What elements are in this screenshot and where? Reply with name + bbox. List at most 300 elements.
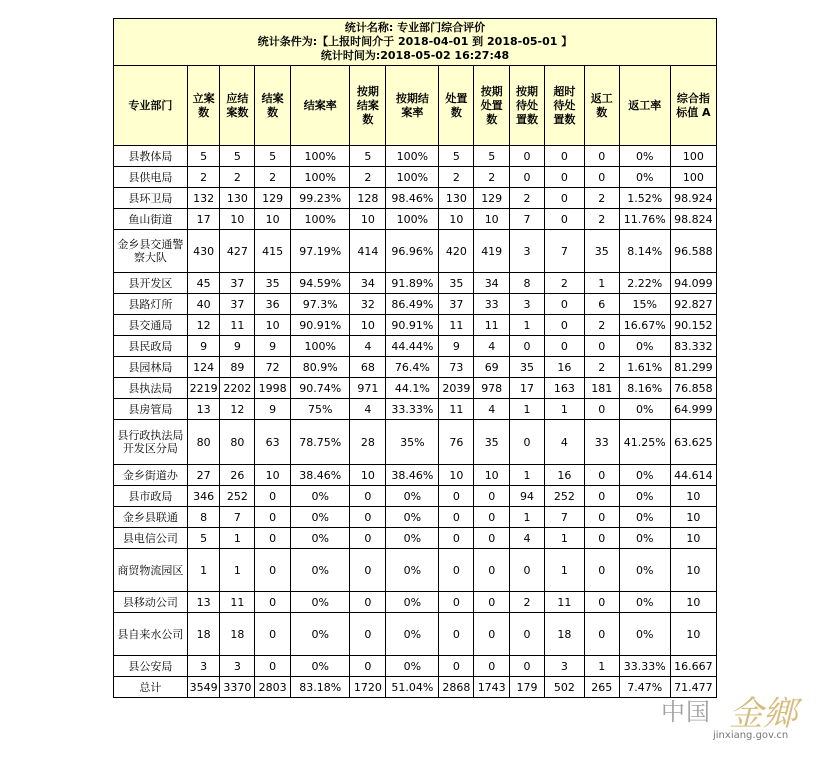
table-cell: 11.76% [619,209,670,230]
table-cell: 414 [350,230,386,273]
department-name: 县公安局 [114,656,188,677]
table-cell: 13 [187,592,220,613]
table-cell: 100% [291,146,350,167]
table-cell: 4 [474,399,510,420]
table-cell: 96.96% [386,230,439,273]
table-cell: 76 [439,420,474,465]
department-name: 县交通局 [114,315,188,336]
table-cell: 2.22% [619,273,670,294]
table-cell: 100% [386,146,439,167]
table-body [114,146,717,698]
table-cell: 0 [350,549,386,592]
table-cell: 10 [350,209,386,230]
table-cell: 0 [584,549,619,592]
table-cell: 16.667 [670,656,716,677]
table-cell: 35 [584,230,619,273]
table-cell: 18 [544,613,584,656]
department-name: 县市政局 [114,486,188,507]
table-cell: 7 [510,209,545,230]
table-cell: 0 [584,146,619,167]
department-name: 县园林局 [114,357,188,378]
column-header-text: 处置 [445,91,468,105]
table-cell: 8.16% [619,378,670,399]
table-cell: 35 [474,420,510,465]
table-cell: 0% [386,592,439,613]
column-header-text: 数 [450,105,462,119]
table-cell: 163 [544,378,584,399]
department-name: 金乡街道办 [114,465,188,486]
table-cell: 33 [474,294,510,315]
table-cell: 252 [544,486,584,507]
table-cell: 2202 [220,378,255,399]
table-cell: 100% [386,209,439,230]
table-cell: 18 [187,613,220,656]
table-cell: 130 [220,188,255,209]
table-cell: 40 [187,294,220,315]
table-cell: 0 [439,486,474,507]
table-cell: 35 [255,273,291,294]
department-name: 县供电局 [114,167,188,188]
table-cell: 10 [670,528,716,549]
table-cell: 2 [584,315,619,336]
column-header-text: 结案 [356,98,379,112]
table-cell: 90.74% [291,378,350,399]
table-cell: 0 [474,613,510,656]
table-cell: 427 [220,230,255,273]
table-cell: 75% [291,399,350,420]
table-cell: 0% [619,465,670,486]
column-header-text: 数 [486,112,498,126]
table-cell: 2 [439,167,474,188]
table-cell: 2 [220,167,255,188]
table-cell: 5 [255,146,291,167]
table-cell: 1 [510,507,545,528]
table-cell: 4 [544,420,584,465]
table-cell: 2 [255,167,291,188]
table-cell: 33.33% [386,399,439,420]
department-name: 金乡县交通警察大队 [114,230,188,273]
table-cell: 0 [584,465,619,486]
table-cell: 3549 [187,677,220,698]
column-header-text: 结案率 [303,98,337,112]
table-cell: 0% [386,656,439,677]
table-cell: 90.91% [386,315,439,336]
table-cell: 0 [510,656,545,677]
table-cell: 33 [584,420,619,465]
table-cell: 37 [220,294,255,315]
table-cell: 2 [350,167,386,188]
table-cell: 100 [670,167,716,188]
table-cell: 181 [584,378,619,399]
table-cell: 68 [350,357,386,378]
report-time: 统计时间为:2018-05-02 16:27:48 [320,49,510,62]
column-header-text: 待处 [516,98,538,112]
table-cell: 0 [584,486,619,507]
table-cell: 5 [187,146,220,167]
table-cell: 9 [187,336,220,357]
table-cell: 9 [255,336,291,357]
table-cell: 73 [439,357,474,378]
table-cell: 94.099 [670,273,716,294]
table-cell: 2 [510,188,545,209]
column-header [187,66,220,146]
table-cell: 1 [510,315,545,336]
table-cell: 38.46% [386,465,439,486]
table-cell: 3370 [220,677,255,698]
table-cell: 130 [439,188,474,209]
table-cell: 0% [619,486,670,507]
column-header-text: 置数 [553,112,576,126]
table-cell: 0 [544,294,584,315]
table-cell: 7.47% [619,677,670,698]
column-header-text: 按期 [356,84,379,98]
department-name: 县开发区 [114,273,188,294]
table-cell: 0 [584,613,619,656]
table-cell: 1 [510,399,545,420]
table-cell: 90.91% [291,315,350,336]
table-cell: 3 [187,656,220,677]
column-header-text: 数 [198,105,210,119]
table-cell: 2 [187,167,220,188]
table-cell: 0 [350,613,386,656]
table-cell: 0% [619,549,670,592]
table-cell: 1 [220,528,255,549]
table-cell: 0 [510,420,545,465]
column-header [670,66,716,146]
table-cell: 252 [220,486,255,507]
table-cell: 10 [670,592,716,613]
table-cell: 98.46% [386,188,439,209]
table-row [114,549,717,592]
table-cell: 83.332 [670,336,716,357]
table-cell: 34 [474,273,510,294]
table-cell: 15% [619,294,670,315]
department-name: 商贸物流园区 [114,549,188,592]
table-cell: 11 [220,592,255,613]
table-cell: 10 [255,465,291,486]
department-name: 县教体局 [114,146,188,167]
column-header [474,66,510,146]
table-cell: 98.924 [670,188,716,209]
table-cell: 0 [510,613,545,656]
table-cell: 100% [291,336,350,357]
column-header-text: 结案 [261,91,284,105]
table-cell: 1.52% [619,188,670,209]
table-row [114,465,717,486]
table-cell: 35 [439,273,474,294]
table-cell: 0% [386,549,439,592]
department-name: 县环卫局 [114,188,188,209]
column-header-text: 置数 [516,112,538,126]
table-cell: 0 [350,486,386,507]
table-cell: 128 [350,188,386,209]
table-cell: 265 [584,677,619,698]
table-cell: 0 [510,549,545,592]
table-cell: 9 [255,399,291,420]
table-cell: 41.25% [619,420,670,465]
table-cell: 1 [584,656,619,677]
department-name: 鱼山街道 [114,209,188,230]
table-cell: 0 [439,613,474,656]
column-header-text: 数 [267,105,279,119]
table-cell: 11 [220,315,255,336]
table-cell: 971 [350,378,386,399]
table-cell: 71.477 [670,677,716,698]
table-cell: 5 [220,146,255,167]
table-cell: 10 [670,507,716,528]
column-header-text: 专业部门 [128,98,173,112]
table-cell: 7 [544,507,584,528]
column-header [510,66,545,146]
table-cell: 10 [474,465,510,486]
table-row [114,209,717,230]
table-cell: 0% [386,613,439,656]
table-cell: 4 [474,336,510,357]
table-cell: 10 [670,613,716,656]
table-cell: 94 [510,486,545,507]
table-cell: 10 [439,209,474,230]
table-row [114,315,717,336]
table-cell: 0 [474,549,510,592]
table-cell: 0 [544,315,584,336]
table-cell: 10 [670,486,716,507]
table-cell: 1 [220,549,255,592]
table-cell: 63 [255,420,291,465]
table-cell: 0 [350,656,386,677]
table-cell: 3 [510,230,545,273]
watermark-china: 中国 [661,698,711,726]
table-cell: 0 [350,592,386,613]
table-cell: 0 [350,507,386,528]
table-cell: 80.9% [291,357,350,378]
table-cell: 27 [187,465,220,486]
department-name: 县房管局 [114,399,188,420]
column-header-text: 综合指 [676,91,710,105]
table-cell: 0% [619,167,670,188]
table-cell: 10 [350,315,386,336]
table-cell: 8 [187,507,220,528]
table-cell: 0 [439,592,474,613]
table-cell: 0% [619,528,670,549]
table-cell: 1998 [255,378,291,399]
table-cell: 7 [220,507,255,528]
table-cell: 37 [439,294,474,315]
table-cell: 0 [439,528,474,549]
department-name: 县执法局 [114,378,188,399]
table-cell: 11 [474,315,510,336]
table-cell: 10 [670,549,716,592]
table-cell: 502 [544,677,584,698]
table-cell: 0% [386,528,439,549]
column-header [619,66,670,146]
column-header [220,66,255,146]
table-cell: 1.61% [619,357,670,378]
table-row [114,656,717,677]
department-name: 县行政执法局开发区分局 [114,420,188,465]
table-cell: 44.614 [670,465,716,486]
table-row [114,486,717,507]
table-cell: 0 [584,507,619,528]
table-row [114,399,717,420]
watermark-jinxiang-logo: 金鄉 [729,694,797,734]
table-cell: 9 [439,336,474,357]
table-cell: 2 [474,167,510,188]
column-header-text: 返工 [590,91,613,105]
table-cell: 0 [584,167,619,188]
table-cell: 5 [474,146,510,167]
total-row [114,677,717,698]
table-cell: 16.67% [619,315,670,336]
table-cell: 4 [350,336,386,357]
table-cell: 4 [510,528,545,549]
table-cell: 0 [255,486,291,507]
table-cell: 78.75% [291,420,350,465]
table-cell: 64.999 [670,399,716,420]
table-cell: 0 [350,528,386,549]
table-cell: 346 [187,486,220,507]
table-cell: 11 [439,315,474,336]
department-name: 县路灯所 [114,294,188,315]
table-cell: 16 [544,465,584,486]
table-cell: 0 [544,146,584,167]
table-cell: 0 [474,592,510,613]
table-cell: 4 [350,399,386,420]
table-cell: 80 [187,420,220,465]
table-row [114,420,717,465]
table-cell: 1 [544,528,584,549]
table-cell: 3 [510,294,545,315]
table-cell: 10 [474,209,510,230]
table-row [114,528,717,549]
column-header-text: 按期结 [395,91,429,105]
table-cell: 11 [544,592,584,613]
table-cell: 1720 [350,677,386,698]
table-cell: 97.19% [291,230,350,273]
table-cell: 419 [474,230,510,273]
column-header [255,66,291,146]
table-cell: 10 [255,209,291,230]
table-cell: 0 [439,507,474,528]
table-cell: 0 [255,656,291,677]
column-header-text: 待处 [553,98,576,112]
report-condition: 统计条件为:【上报时间介于 2018-04-01 到 2018-05-01 】 [257,35,573,48]
table-cell: 17 [187,209,220,230]
table-cell: 3 [220,656,255,677]
table-cell: 0% [386,507,439,528]
table-cell: 26 [220,465,255,486]
column-header-row [114,66,717,146]
column-header-text: 标值 A [676,105,711,119]
table-cell: 63.625 [670,420,716,465]
table-cell: 10 [439,465,474,486]
table-cell: 17 [510,378,545,399]
table-row [114,357,717,378]
table-cell: 0% [619,336,670,357]
table-cell: 18 [220,613,255,656]
table-cell: 0 [544,209,584,230]
table-cell: 179 [510,677,545,698]
table-cell: 35 [510,357,545,378]
table-cell: 16 [544,357,584,378]
column-header [439,66,474,146]
column-header-text: 按期 [480,84,503,98]
table-cell: 0% [619,613,670,656]
table-cell: 83.18% [291,677,350,698]
table-row [114,188,717,209]
table-cell: 96.588 [670,230,716,273]
table-row [114,613,717,656]
table-cell: 45 [187,273,220,294]
table-cell: 91.89% [386,273,439,294]
table-cell: 0% [619,146,670,167]
table-cell: 0 [544,188,584,209]
table-cell: 124 [187,357,220,378]
table-cell: 35% [386,420,439,465]
table-cell: 0 [474,656,510,677]
table-cell: 37 [220,273,255,294]
table-cell: 0 [474,528,510,549]
table-cell: 8.14% [619,230,670,273]
column-header-text: 处置 [480,98,503,112]
table-cell: 0% [291,656,350,677]
column-header [544,66,584,146]
table-cell: 10 [350,465,386,486]
column-header [584,66,619,146]
table-cell: 13 [187,399,220,420]
table-cell: 9 [220,336,255,357]
table-cell: 2 [544,273,584,294]
table-cell: 86.49% [386,294,439,315]
table-cell: 0 [474,507,510,528]
table-cell: 97.3% [291,294,350,315]
table-row [114,273,717,294]
table-cell: 32 [350,294,386,315]
table-cell: 129 [255,188,291,209]
column-header-text: 数 [596,105,608,119]
table-cell: 0 [584,528,619,549]
table-cell: 0 [544,167,584,188]
column-header [291,66,350,146]
table-cell: 430 [187,230,220,273]
table-cell: 1 [544,399,584,420]
table-cell: 420 [439,230,474,273]
table-cell: 978 [474,378,510,399]
table-cell: 0% [619,507,670,528]
column-header [114,66,188,146]
department-name: 县民政局 [114,336,188,357]
table-cell: 34 [350,273,386,294]
table-cell: 5 [187,528,220,549]
department-name: 县自来水公司 [114,613,188,656]
table-cell: 415 [255,230,291,273]
table-row [114,592,717,613]
table-cell: 2039 [439,378,474,399]
column-header-text: 数 [362,112,374,126]
table-cell: 1 [187,549,220,592]
table-row [114,167,717,188]
table-cell: 98.824 [670,209,716,230]
table-cell: 51.04% [386,677,439,698]
table-cell: 1743 [474,677,510,698]
table-cell: 0 [255,592,291,613]
department-name: 县移动公司 [114,592,188,613]
table-row [114,230,717,273]
column-header-text: 立案 [192,91,215,105]
table-cell: 1 [510,465,545,486]
table-cell: 0 [255,613,291,656]
table-cell: 0% [291,507,350,528]
table-cell: 0 [544,336,584,357]
